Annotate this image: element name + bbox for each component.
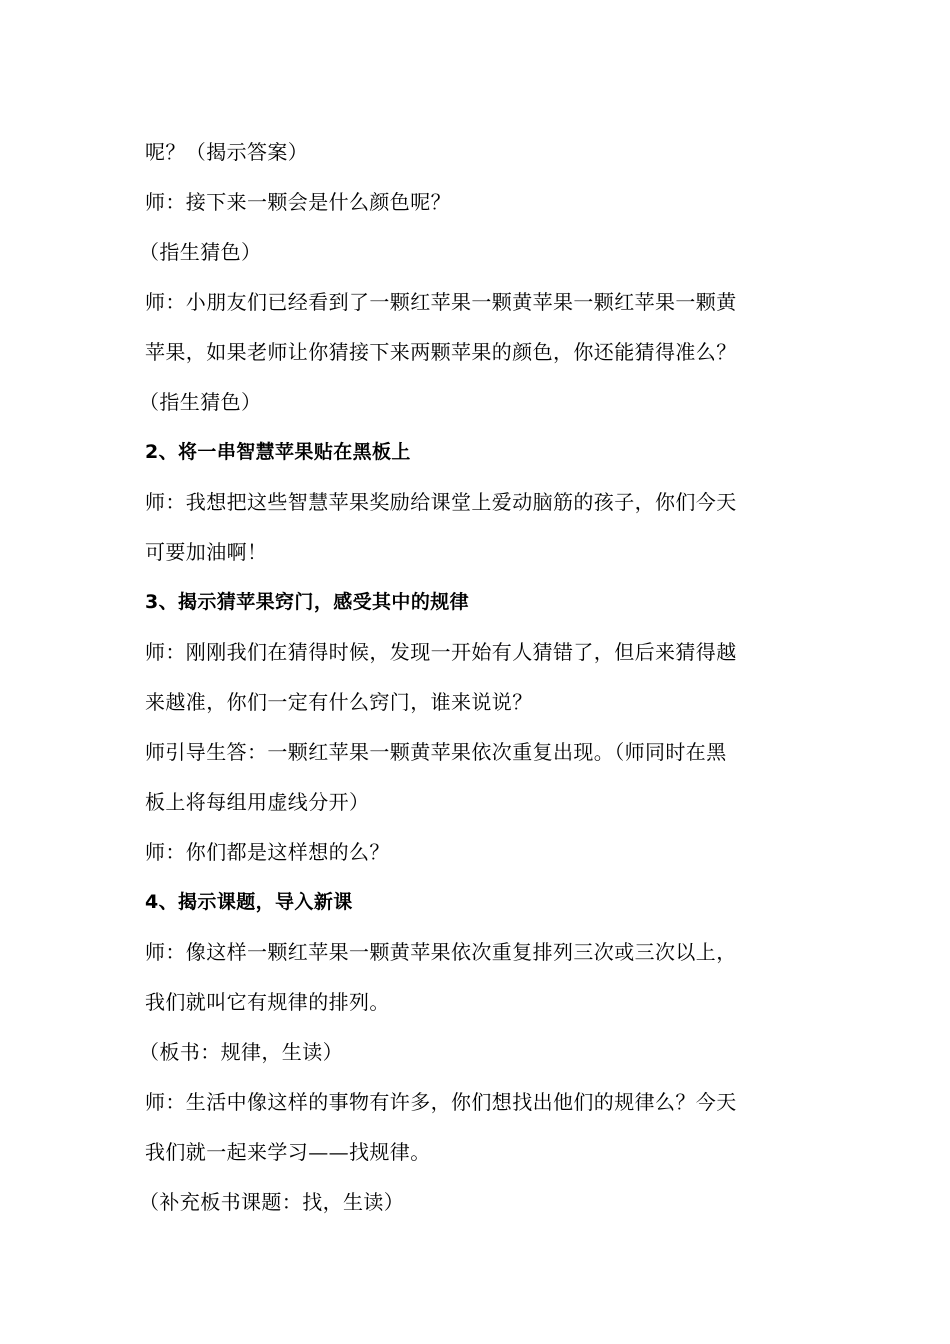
text-line: 板上将每组用虚线分开） <box>145 790 370 814</box>
text-line: 来越准，你们一定有什么窍门，谁来说说？ <box>145 690 533 714</box>
text-line: （板书：规律，生读） <box>139 1040 343 1064</box>
text-line: 师：生活中像这样的事物有许多，你们想找出他们的规律么？今天 <box>145 1090 737 1114</box>
text-line: 师引导生答：一颗红苹果一颗黄苹果依次重复出现。（师同时在黑 <box>145 740 727 764</box>
text-line: 我们就叫它有规律的排列。 <box>145 990 390 1014</box>
text-line: （补充板书课题：找，生读） <box>139 1190 405 1214</box>
section-heading: 4、揭示课题，导入新课 <box>145 891 353 913</box>
text-line: （指生猜色） <box>139 390 262 414</box>
text-line: 师：小朋友们已经看到了一颗红苹果一颗黄苹果一颗红苹果一颗黄 <box>145 290 737 314</box>
text-line: 可要加油啊！ <box>145 540 268 564</box>
section-heading: 3、揭示猜苹果窍门，感受其中的规律 <box>145 591 470 613</box>
section-heading: 2、将一串智慧苹果贴在黑板上 <box>145 441 411 463</box>
text-line: （指生猜色） <box>139 240 262 264</box>
text-line: 师：刚刚我们在猜得时候，发现一开始有人猜错了，但后来猜得越 <box>145 640 737 664</box>
text-line: 苹果，如果老师让你猜接下来两颗苹果的颜色，你还能猜得准么？ <box>145 340 737 364</box>
text-line: 师：你们都是这样想的么？ <box>145 840 390 864</box>
text-line: 师：像这样一颗红苹果一颗黄苹果依次重复排列三次或三次以上， <box>145 940 737 964</box>
text-line: 我们就一起来学习——找规律。 <box>145 1140 431 1164</box>
text-line: 师：我想把这些智慧苹果奖励给课堂上爱动脑筋的孩子，你们今天 <box>145 490 737 514</box>
text-line: 呢？（揭示答案） <box>145 140 309 164</box>
text-line: 师：接下来一颗会是什么颜色呢？ <box>145 190 451 214</box>
document-body <box>139 127 810 1227</box>
